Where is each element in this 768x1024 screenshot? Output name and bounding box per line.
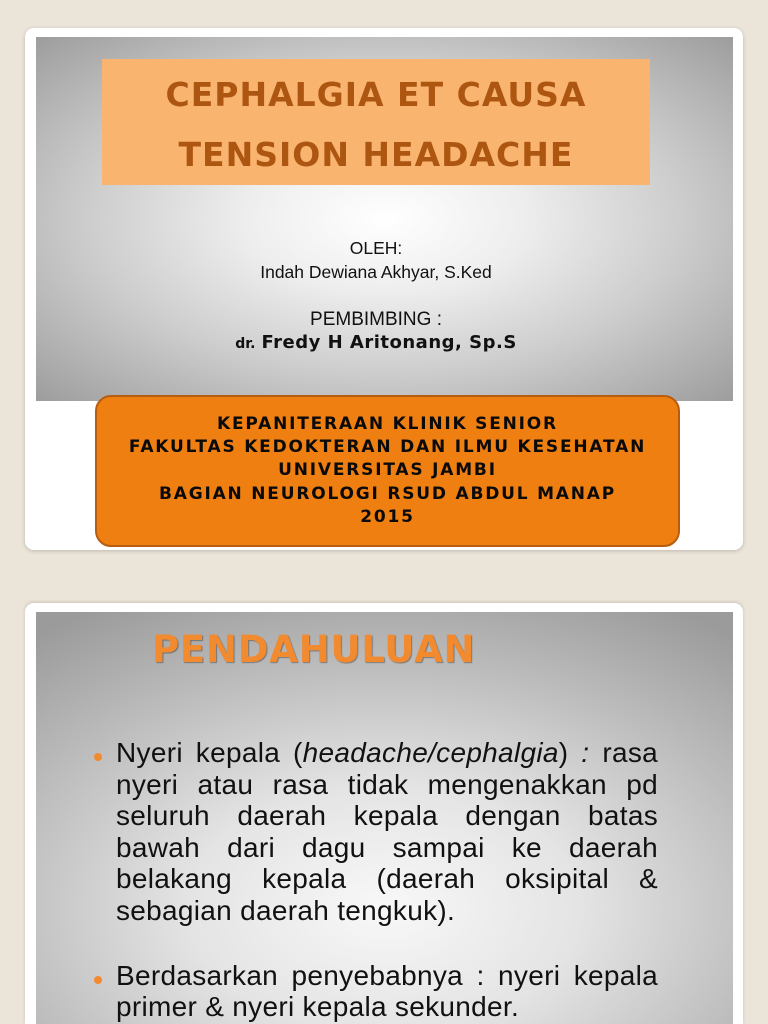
slide-title-line-1: CEPHALGIA ET CAUSA — [165, 75, 587, 114]
bullet-dot-icon — [94, 753, 102, 761]
bullet-text-end: rasa nyeri atau rasa tidak mengenakkan pd seluruh daerah kepala dengan batas bawah dari dagu sampai ke daerah belakang kepala (daerah oksipital & sebagian daerah tengkuk). — [116, 737, 658, 926]
supervisor-line — [102, 331, 650, 356]
supervisor-label: PEMBIMBING : — [310, 309, 442, 330]
slide-2-pendahuluan — [25, 603, 743, 1024]
slide-title-line-2: TENSION HEADACHE — [178, 135, 574, 174]
institution-box — [95, 395, 680, 547]
institution-line-1: KEPANITERAAN KLINIK SENIOR — [217, 413, 558, 434]
author-label: OLEH: — [349, 238, 403, 258]
bullet-text: Berdasarkan penyebabnya : nyeri kepala primer & nyeri kepala sekunder. — [116, 959, 658, 1023]
bullet-item-definition — [116, 737, 658, 927]
slide-1-title — [25, 28, 743, 550]
supervisor-prefix: dr. — [235, 336, 256, 352]
bullet-term: headache/cephalgia — [302, 737, 559, 768]
bullet-colon: : — [581, 737, 590, 768]
supervisor-name: Fredy H Aritonang, Sp.S — [261, 332, 517, 353]
bullet-dot-icon — [94, 976, 102, 984]
institution-line-2: FAKULTAS KEDOKTERAN DAN ILMU KESEHATAN — [128, 437, 647, 458]
slide-heading: PENDAHULUAN — [152, 628, 476, 671]
bullet-list — [116, 737, 658, 1023]
institution-line-4: BAGIAN NEUROLOGI RSUD ABDUL MANAP — [158, 483, 617, 504]
bullet-text-middle: ) — [558, 737, 582, 768]
author-name: Indah Dewiana Akhyar, S.Ked — [260, 262, 492, 282]
institution-year: 2015 — [360, 506, 415, 527]
institution-line-3: UNIVERSITAS JAMBI — [278, 460, 497, 481]
title-box — [102, 59, 650, 185]
bullet-text-start: Nyeri kepala ( — [116, 737, 303, 768]
bullet-item-classification — [116, 960, 658, 1023]
